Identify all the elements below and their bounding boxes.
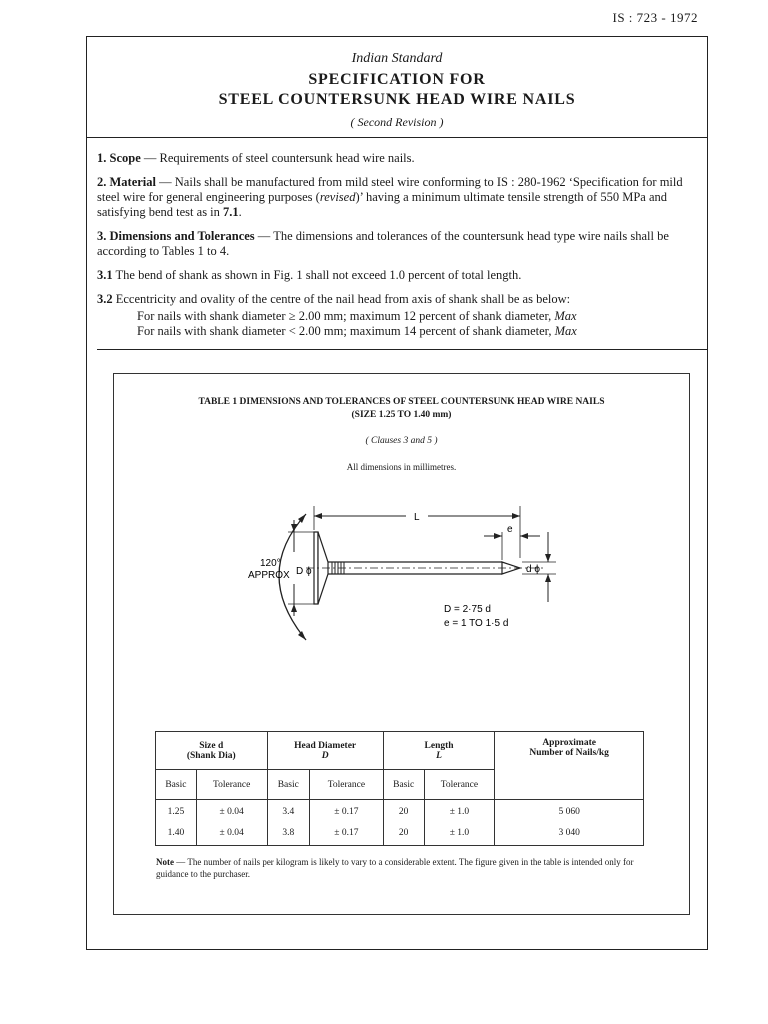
arc-arrowhead-bottom bbox=[298, 631, 306, 640]
formula-e: e = 1 TO 1·5 d bbox=[444, 618, 509, 629]
title-line-2: STEEL COUNTERSUNK HEAD WIRE NAILS bbox=[218, 91, 576, 108]
clause-material: 2. Material — Nails shall be manufactured from mild steel wire conforming to IS : 280-1962 ‘Specification for mild steel wire for general engineering purposes (revised)’ having a minimum ultimate tensile strength of 550 MPa and satisfying bend test as in 7.1. bbox=[97, 175, 683, 219]
label-angle: 120° bbox=[260, 558, 281, 569]
label-L: L bbox=[414, 512, 420, 523]
subheader-basic: Basic bbox=[156, 770, 197, 800]
label-d-phi: d ϕ bbox=[526, 564, 540, 575]
label-approx: APPROX bbox=[248, 570, 290, 581]
subheader-tolerance: Tolerance bbox=[196, 770, 267, 800]
subheader-tolerance: Tolerance bbox=[424, 770, 495, 800]
revision-label: ( Second Revision ) bbox=[350, 115, 444, 129]
clause-3-2: 3.2 Eccentricity and ovality of the centre of the nail head from axis of shank shall be as below: bbox=[97, 292, 571, 306]
label-D-phi: D ϕ bbox=[296, 566, 312, 577]
subheader-tolerance: Tolerance bbox=[310, 770, 384, 800]
header-head-diameter: Head Diameter D bbox=[267, 732, 383, 770]
table1-box bbox=[113, 373, 690, 915]
clause-dimensions: 3. Dimensions and Tolerances — The dimensions and tolerances of the countersunk head type wire nails shall be according to Tables 1 to 4. bbox=[97, 229, 669, 258]
indian-standard-label: Indian Standard bbox=[351, 51, 443, 66]
table1-units: All dimensions in millimetres. bbox=[346, 462, 457, 472]
eccentricity-line-1: For nails with shank diameter ≥ 2.00 mm; maximum 12 percent of shank diameter, Max bbox=[137, 309, 577, 323]
page-frame bbox=[86, 36, 708, 950]
clauses-rule bbox=[97, 349, 707, 350]
standard-number: IS : 723 - 1972 bbox=[612, 10, 698, 25]
label-e: e bbox=[507, 524, 513, 535]
document-header bbox=[87, 51, 707, 130]
dimensions-table bbox=[155, 731, 644, 846]
clause-3-1: 3.1 The bend of shank as shown in Fig. 1 shall not exceed 1.0 percent of total length. bbox=[97, 268, 522, 282]
subheader-basic: Basic bbox=[383, 770, 424, 800]
header-length: Length L bbox=[383, 732, 495, 770]
subheader-basic: Basic bbox=[267, 770, 310, 800]
nail-diagram bbox=[244, 502, 564, 660]
eccentricity-line-2: For nails with shank diameter < 2.00 mm; maximum 14 percent of shank diameter, Max bbox=[137, 324, 577, 338]
header-rule bbox=[87, 137, 707, 138]
clauses-body bbox=[97, 151, 697, 339]
table1-caption: TABLE 1 DIMENSIONS AND TOLERANCES OF STEEL COUNTERSUNK HEAD WIRE NAILS (SIZE 1.25 TO 1.40 mm) bbox=[198, 397, 605, 420]
table1-clauses: ( Clauses 3 and 5 ) bbox=[365, 436, 438, 446]
table-row: 1.25 1.40 ± 0.04 ± 0.04 3.4 3.8 ± 0.17 ± 0.17 20 20 ± 1.0 ± 1.0 5 060 3 040 bbox=[156, 800, 644, 846]
title-line-1: SPECIFICATION FOR bbox=[308, 71, 486, 88]
header-size: Size d (Shank Dia) bbox=[156, 732, 268, 770]
formula-D: D = 2·75 d bbox=[444, 604, 491, 615]
clause-scope: 1. Scope — Requirements of steel countersunk head wire nails. bbox=[97, 151, 415, 165]
header-approx-nails: Approximate Number of Nails/kg bbox=[495, 732, 644, 800]
table1-note: Note — The number of nails per kilogram is likely to vary to a considerable extent. The figure given in the table is intended only for guidance to the purchaser. bbox=[156, 857, 634, 879]
